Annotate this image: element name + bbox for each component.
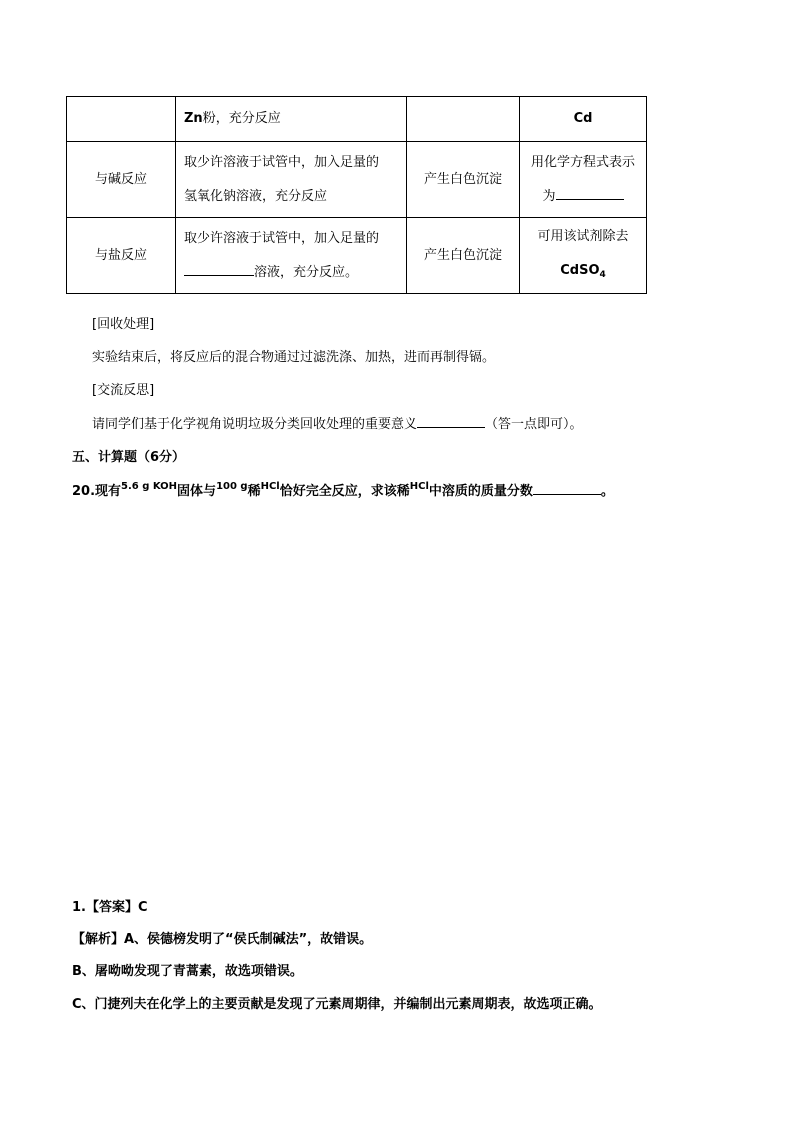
reflection-heading: [交流反思]	[92, 383, 155, 398]
table-row	[67, 218, 647, 294]
table-cell	[67, 97, 176, 142]
observation-text: 产生白色沉淀	[407, 142, 520, 218]
table-cell	[520, 142, 647, 218]
experiment-table	[66, 96, 647, 294]
recovery-text: 实验结束后，将反应后的混合物通过过滤洗涤、加热，进而再制得镉。	[92, 350, 496, 365]
observation-text: 产生白色沉淀	[407, 218, 520, 294]
question-20	[72, 480, 614, 499]
answer-blank[interactable]	[184, 275, 254, 276]
table-cell	[176, 97, 407, 142]
reflection-text	[92, 413, 583, 432]
q20-text: 稀	[247, 484, 261, 499]
table-cell	[520, 218, 647, 294]
table-cell	[176, 142, 407, 218]
cd-text: Cd	[573, 111, 593, 126]
table-row	[67, 97, 647, 142]
cell-text: 可用该试剂除去	[537, 228, 629, 244]
q20-text: 中溶质的质量分数	[428, 484, 533, 499]
q20-text: 20.现有	[72, 484, 122, 499]
answer-blank[interactable]	[417, 427, 485, 428]
section-title: 五、计算题（6分）	[72, 450, 186, 465]
cell-text: 溶液，充分反应。	[254, 264, 359, 280]
cell-text: 为	[542, 188, 556, 204]
cell-text	[184, 256, 406, 290]
zn-text: Zn	[184, 111, 203, 126]
row-label: 与盐反应	[67, 218, 176, 294]
answer-blank[interactable]	[533, 494, 601, 495]
table-row	[67, 142, 647, 218]
q20-math: 100 g	[216, 481, 248, 492]
q20-math: 5.6 g KOH	[121, 481, 178, 492]
q20-math: HCl	[409, 481, 429, 492]
table-cell	[176, 218, 407, 294]
answer-line: 1.【答案】C	[72, 900, 148, 915]
answer-blank[interactable]	[556, 199, 624, 200]
cell-text: 氢氧化钠溶液，充分反应	[184, 188, 328, 204]
cell-text: 粉，充分反应	[202, 111, 281, 126]
cell-text: 取少许溶液于试管中，加入足量的	[184, 230, 380, 246]
recovery-heading: [回收处理]	[92, 317, 155, 332]
analysis-line: B、屠呦呦发现了青蒿素，故选项错误。	[72, 964, 303, 979]
row-label: 与碱反应	[67, 142, 176, 218]
q20-text: 固体与	[177, 484, 217, 499]
analysis-line: C、门捷列夫在化学上的主要贡献是发现了元素周期律，并编制出元素周期表，故选项正确。	[72, 997, 602, 1012]
reflection-text-a: 请同学们基于化学视角说明垃圾分类回收处理的重要意义	[92, 417, 418, 432]
reflection-text-b: （答一点即可）。	[485, 417, 583, 432]
table-cell	[407, 97, 520, 142]
q20-text: 恰好完全反应，求该稀	[279, 484, 410, 499]
q20-math: HCl	[260, 481, 280, 492]
table-cell	[520, 97, 647, 142]
q20-text: 。	[600, 484, 614, 499]
formula-cdso4	[520, 254, 646, 292]
cell-text: 取少许溶液于试管中，加入足量的	[184, 154, 380, 170]
analysis-line: 【解析】A、侯德榜发明了“侯氏制碱法”，故错误。	[72, 932, 373, 947]
formula-text: CdSO	[560, 262, 600, 278]
cell-text	[520, 180, 646, 214]
formula-subscript: 4	[599, 269, 606, 280]
cell-text: 用化学方程式表示	[530, 154, 635, 170]
